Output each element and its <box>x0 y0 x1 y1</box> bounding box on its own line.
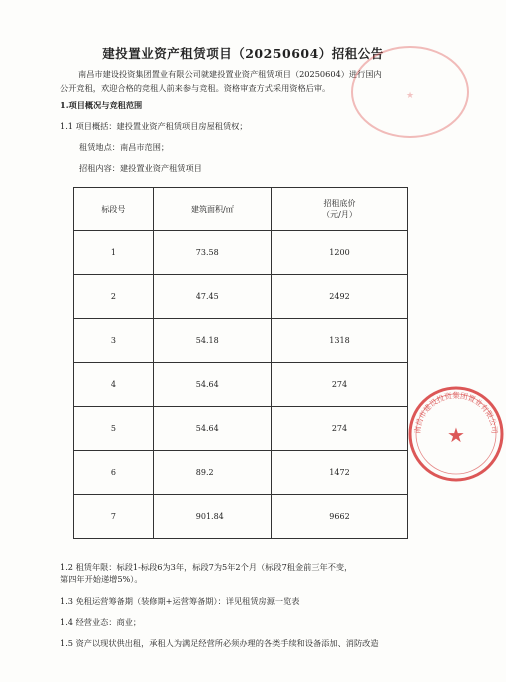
page-title: 建投置业资产租赁项目（20250604）招租公告 <box>102 46 384 61</box>
item-1-2-line-1: 1.2 租赁年限：标段1-标段6为3年，标段7为5年2个月（标段7租金前三年不变， <box>60 562 353 572</box>
item-1-3: 1.3 免租运营筹备期（装修期+运营筹备期）：详见租赁房源一览表 <box>60 596 300 606</box>
item-1-2-line-2: 第四年开始递增5%）。 <box>60 574 143 584</box>
cell-area: 54.64 <box>153 363 271 407</box>
svg-text:★: ★ <box>405 91 415 101</box>
cell-lot-number: 1 <box>74 231 154 275</box>
cell-lot-number: 6 <box>74 451 154 495</box>
cell-lot-number: 4 <box>74 363 154 407</box>
cell-lot-number: 7 <box>74 495 154 539</box>
table-row <box>74 363 408 407</box>
table-row <box>74 495 408 539</box>
item-1-5: 1.5 资产以现状供出租，承租人为满足经营所必须办理的各类手续和设备添加、消防改造 <box>60 638 379 648</box>
cell-area: 54.64 <box>153 407 271 451</box>
top-seal-icon <box>330 40 480 150</box>
table-header-row <box>74 188 408 231</box>
header-lot-number: 标段号 <box>74 188 154 231</box>
cell-price: 2492 <box>271 275 407 319</box>
section-1-heading: 1.项目概况与竞租范围 <box>60 100 143 110</box>
cell-price: 1318 <box>271 319 407 363</box>
cell-area: 901.84 <box>153 495 271 539</box>
table-row <box>74 451 408 495</box>
cell-area: 54.18 <box>153 319 271 363</box>
table-row <box>74 275 408 319</box>
header-building-area: 建筑面积/㎡ <box>153 188 271 231</box>
seal-text: 南昌市建设投资集团置业有限公司 <box>412 391 500 435</box>
header-reserve-price-line2: （元/月） <box>322 210 357 219</box>
rental-lots-table <box>73 187 408 539</box>
svg-text:★: ★ <box>447 423 465 447</box>
item-1-1-location: 租赁地点：南昌市范围； <box>79 142 170 152</box>
cell-price: 274 <box>271 407 407 451</box>
table-row <box>74 319 408 363</box>
cell-price: 1472 <box>271 451 407 495</box>
cell-lot-number: 5 <box>74 407 154 451</box>
table-row <box>74 407 408 451</box>
item-1-1-overview: 1.1 项目概括：建投置业资产租赁项目房屋租赁权； <box>60 121 248 131</box>
cell-price: 274 <box>271 363 407 407</box>
cell-area: 47.45 <box>153 275 271 319</box>
header-reserve-price <box>271 188 407 231</box>
cell-lot-number: 2 <box>74 275 154 319</box>
intro-line-2: 公开竞租，欢迎合格的竞租人前来参与竞租。资格审查方式采用资格后审。 <box>60 83 331 93</box>
cell-lot-number: 3 <box>74 319 154 363</box>
intro-line-1: 南昌市建设投资集团置业有限公司就建投置业资产租赁项目（20250604）进行国内 <box>78 69 382 79</box>
company-seal-icon <box>406 384 506 484</box>
cell-price: 1200 <box>271 231 407 275</box>
cell-price: 9662 <box>271 495 407 539</box>
header-reserve-price-line1: 招租底价 <box>323 199 356 208</box>
table-row <box>74 231 408 275</box>
item-1-1-content: 招租内容：建投置业资产租赁项目 <box>79 163 202 173</box>
cell-area: 73.58 <box>153 231 271 275</box>
item-1-4: 1.4 经营业态：商业； <box>60 617 142 627</box>
cell-area: 89.2 <box>153 451 271 495</box>
